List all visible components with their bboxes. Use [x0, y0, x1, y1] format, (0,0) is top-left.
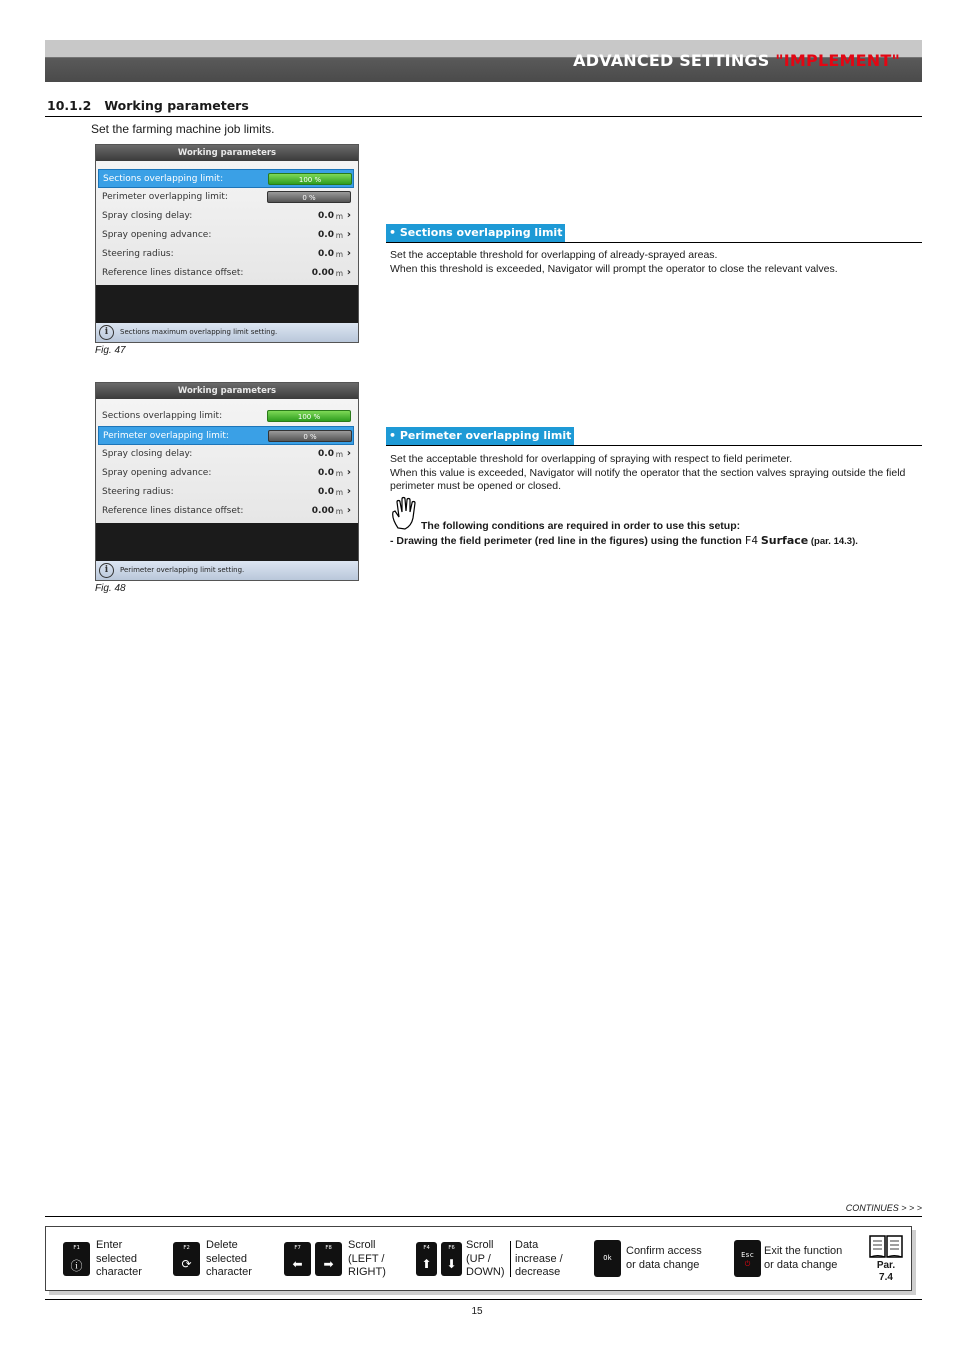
f7-left-key: F7 ⬅	[284, 1242, 311, 1276]
book-icon	[868, 1233, 904, 1259]
legend-scroll-up-down: Scroll (UP / DOWN)	[466, 1239, 505, 1278]
section-divider	[45, 116, 922, 117]
screenshot-working-parameters-1	[95, 144, 359, 343]
figure-caption: Fig. 47	[95, 345, 126, 356]
legend-exit: Exit the function or data change	[764, 1245, 843, 1271]
footer-rule-bottom	[45, 1299, 922, 1300]
row-steering-radius[interactable]: Steering radius: 0.0 m ›	[102, 248, 351, 259]
arrow-down-icon: ⬇	[446, 1257, 457, 1271]
row-perimeter-overlapping-limit[interactable]: Perimeter overlapping limit: 0 %	[98, 426, 354, 445]
legend-scroll-left-right: Scroll (LEFT / RIGHT)	[348, 1239, 386, 1278]
overlap-bar: 0 %	[268, 430, 352, 442]
screenshot-working-parameters-2	[95, 382, 359, 581]
legend-delete: Delete selected character	[206, 1239, 252, 1278]
row-reference-lines-offset[interactable]: Reference lines distance offset: 0.00 m ›	[102, 267, 351, 278]
info-icon: ⓘ	[70, 1259, 83, 1273]
subheading-perimeter-overlapping: • Perimeter overlapping limit	[386, 427, 574, 445]
row-steering-radius[interactable]: Steering radius: 0.0 m ›	[102, 486, 351, 497]
row-spray-opening-advance[interactable]: Spray opening advance: 0.0 m ›	[102, 229, 351, 240]
f4-up-key: F4 ⬆	[416, 1242, 437, 1276]
figure-caption: Fig. 48	[95, 583, 126, 594]
chapter-title-accent: "IMPLEMENT"	[775, 51, 900, 70]
chevron-right-icon: ›	[346, 467, 351, 478]
keys-legend	[45, 1226, 912, 1291]
chevron-right-icon: ›	[346, 229, 351, 240]
esc-key: Esc ⏻	[734, 1240, 761, 1277]
subheading-rule	[386, 445, 922, 446]
legend-enter: Enter selected character	[96, 1239, 142, 1278]
chapter-title: ADVANCED SETTINGS "IMPLEMENT"	[573, 51, 900, 70]
overlap-bar: 0 %	[267, 191, 351, 203]
arrow-up-icon: ⬆	[421, 1257, 432, 1271]
continues-label: CONTINUES > > >	[845, 1203, 922, 1213]
surface-function-label: Surface	[760, 534, 809, 547]
sections-overlap-text: Set the acceptable threshold for overlapping of already-sprayed areas. When this threshold is exceeded, Navigator will prompt the operator to close the relevant valves.	[390, 249, 838, 275]
f6-down-key: F6 ⬇	[441, 1242, 462, 1276]
row-perimeter-overlapping-limit[interactable]: Perimeter overlapping limit: 0 %	[98, 188, 354, 207]
legend-confirm: Confirm access or data change	[626, 1245, 702, 1271]
page-number: 15	[471, 1306, 483, 1317]
chevron-right-icon: ›	[346, 486, 351, 497]
chevron-right-icon: ›	[346, 210, 351, 221]
screen-info-bar: i Sections maximum overlapping limit setting.	[96, 323, 358, 342]
hand-warning-icon	[390, 496, 422, 530]
chevron-right-icon: ›	[346, 448, 351, 459]
info-icon: i	[99, 563, 114, 578]
legend-data-change: Data increase / decrease	[515, 1239, 563, 1278]
row-spray-closing-delay[interactable]: Spray closing delay: 0.0 m ›	[102, 210, 351, 221]
overlap-bar: 100 %	[267, 410, 351, 422]
ok-key: Ok	[594, 1240, 621, 1277]
row-spray-opening-advance[interactable]: Spray opening advance: 0.0 m ›	[102, 467, 351, 478]
note-condition: - Drawing the field perimeter (red line in the figures) using the function F4 Surface (par. 14.3).	[390, 534, 858, 547]
par-reference: Par. 7.4	[876, 1260, 896, 1283]
overlap-bar: 100 %	[268, 173, 352, 185]
screen-title: Working parameters	[96, 145, 358, 161]
section-title: 10.1.2 Working parameters	[47, 98, 249, 113]
f4-key-label: F4	[744, 534, 758, 547]
chevron-right-icon: ›	[346, 505, 351, 516]
screen-info-bar: i Perimeter overlapping limit setting.	[96, 561, 358, 580]
f1-info-key: F1 ⓘ	[63, 1242, 90, 1276]
refresh-icon: ⟳	[181, 1257, 192, 1271]
chevron-right-icon: ›	[346, 248, 351, 259]
chevron-right-icon: ›	[346, 267, 351, 278]
screen-parameter-list	[96, 399, 358, 523]
row-sections-overlapping-limit[interactable]: Sections overlapping limit: 100 %	[98, 407, 354, 426]
power-icon: ⏻	[744, 1261, 751, 1268]
subheading-rule	[386, 242, 922, 243]
f8-right-key: F8 ➡	[315, 1242, 342, 1276]
legend-separator	[510, 1241, 511, 1277]
section-intro: Set the farming machine job limits.	[91, 122, 275, 136]
footer-rule-top	[45, 1216, 922, 1217]
info-icon: i	[99, 325, 114, 340]
arrow-left-icon: ⬅	[292, 1257, 303, 1271]
note-requirements: The following conditions are required in order to use this setup:	[421, 520, 741, 532]
row-sections-overlapping-limit[interactable]: Sections overlapping limit: 100 %	[98, 169, 354, 188]
screen-title: Working parameters	[96, 383, 358, 399]
f2-delete-key: F2 ⟳	[173, 1242, 200, 1276]
chapter-header-bar	[45, 40, 922, 82]
row-reference-lines-offset[interactable]: Reference lines distance offset: 0.00 m ›	[102, 505, 351, 516]
subheading-sections-overlapping: • Sections overlapping limit	[386, 224, 565, 242]
screen-parameter-list	[96, 161, 358, 285]
perimeter-overlap-text: Set the acceptable threshold for overlapping of spraying with respect to field perimeter. When this value is exceeded, Navigator will notify the operator that the section valves spraying outside the field perimeter must be opened or closed.	[390, 453, 906, 492]
arrow-right-icon: ➡	[323, 1257, 334, 1271]
row-spray-closing-delay[interactable]: Spray closing delay: 0.0 m ›	[102, 448, 351, 459]
